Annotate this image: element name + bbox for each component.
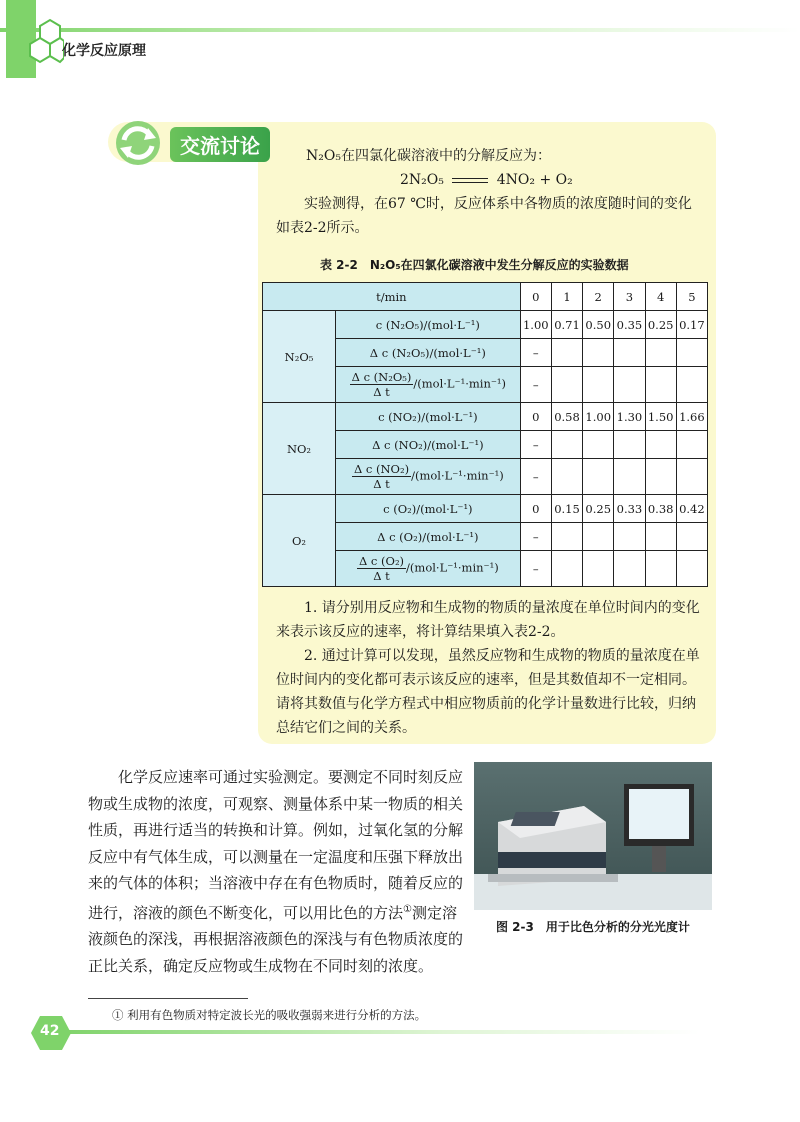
time-cell: 3 <box>614 283 645 311</box>
species-cell: O₂ <box>263 495 336 587</box>
rate-numerator: Δ c (N₂O₅) <box>351 370 412 384</box>
rate-fraction <box>352 462 411 491</box>
dash-cell: – <box>520 367 551 403</box>
table-row <box>263 311 708 339</box>
rate-fraction <box>350 370 414 399</box>
species-cell: N₂O₅ <box>263 311 336 403</box>
dash-cell: – <box>520 459 551 495</box>
dash-cell: – <box>520 339 551 367</box>
rate-denominator: Δ t <box>373 569 390 583</box>
rate-label <box>336 551 521 587</box>
spectrophotometer-photo <box>474 762 712 910</box>
rate-unit: /(mol·L⁻¹·min⁻¹) <box>406 560 499 575</box>
delta-label: Δ c (N₂O₅)/(mol·L⁻¹) <box>336 339 521 367</box>
delta-label: Δ c (NO₂)/(mol·L⁻¹) <box>336 431 521 459</box>
equation-left: 2N₂O₅ <box>400 172 444 188</box>
species-cell: NO₂ <box>263 403 336 495</box>
equation-equals-sign <box>452 178 488 183</box>
discussion-text: 实验测得，在67 ℃时，反应体系中各物质的浓度随时间的变化如表2-2所示。 <box>276 196 692 236</box>
time-cell: 5 <box>676 283 707 311</box>
table-caption: 表 2-2 N₂O₅在四氯化碳溶液中发生分解反应的实验数据 <box>320 258 629 272</box>
body-paragraph <box>88 764 468 979</box>
table-header-row <box>263 283 708 311</box>
dash-cell: – <box>520 431 551 459</box>
question-1: 1. 请分别用反应物和生成物的物质的量浓度在单位时间内的变化来表示该反应的速率，将计算结果填入表2-2。 <box>276 600 700 640</box>
book-title: 化学反应原理 <box>62 43 146 59</box>
header-band <box>0 28 800 32</box>
value-cell: 1.00 <box>583 403 614 431</box>
equation-right: 4NO₂ + O₂ <box>496 172 573 188</box>
conc-label: c (O₂)/(mol·L⁻¹) <box>336 495 521 523</box>
footnote-rule <box>88 998 248 999</box>
value-cell: 0.35 <box>614 311 645 339</box>
value-cell: 1.50 <box>645 403 676 431</box>
reaction-equation <box>400 168 573 192</box>
hexagon-logo-icon <box>6 0 64 78</box>
rate-label <box>336 459 521 495</box>
question-2: 2. 通过计算可以发现，虽然反应物和生成物的物质的量浓度在单位时间内的变化都可表示该反应的速率，但是其数值却不一定相同。请将其数值与化学方程式中相应物质前的化学计量数进行比较，归纳总结它们之间的关系。 <box>276 648 700 736</box>
data-table <box>262 282 708 587</box>
dash-cell: – <box>520 523 551 551</box>
value-cell: 0.25 <box>645 311 676 339</box>
rate-denominator: Δ t <box>373 385 390 399</box>
value-cell: 0.33 <box>614 495 645 523</box>
footer-band <box>60 1030 700 1034</box>
value-cell: 1.00 <box>520 311 551 339</box>
figure-caption: 图 2-3 用于比色分析的分光光度计 <box>496 920 690 934</box>
dash-cell: – <box>520 551 551 587</box>
value-cell: 1.66 <box>676 403 707 431</box>
time-cell: 4 <box>645 283 676 311</box>
discussion-title: 交流讨论 <box>170 127 270 162</box>
time-cell: 1 <box>551 283 582 311</box>
rate-denominator: Δ t <box>373 477 390 491</box>
rate-numerator: Δ c (O₂) <box>358 554 405 568</box>
conc-label: c (NO₂)/(mol·L⁻¹) <box>336 403 521 431</box>
rate-unit: /(mol·L⁻¹·min⁻¹) <box>413 376 507 391</box>
delta-label: Δ c (O₂)/(mol·L⁻¹) <box>336 523 521 551</box>
value-cell: 0.17 <box>676 311 707 339</box>
time-cell: 0 <box>520 283 551 311</box>
table-row <box>263 495 708 523</box>
page-number: 42 <box>40 1023 60 1039</box>
time-cell: 2 <box>583 283 614 311</box>
table-row <box>263 403 708 431</box>
rate-label <box>336 367 521 403</box>
footnote-marker: ① <box>403 903 412 915</box>
recycle-arrows-icon <box>112 118 164 168</box>
rate-unit: /(mol·L⁻¹·min⁻¹) <box>411 468 504 483</box>
value-cell: 0.58 <box>551 403 582 431</box>
rate-fraction <box>357 554 406 583</box>
value-cell: 0 <box>520 403 551 431</box>
value-cell: 0.25 <box>583 495 614 523</box>
rate-numerator: Δ c (NO₂) <box>353 462 410 476</box>
conc-label: c (N₂O₅)/(mol·L⁻¹) <box>336 311 521 339</box>
value-cell: 0 <box>520 495 551 523</box>
discussion-intro: N₂O₅在四氯化碳溶液中的分解反应为： <box>306 148 551 164</box>
footnote-text: ① 利用有色物质对特定波长光的吸收强弱来进行分析的方法。 <box>112 1008 427 1022</box>
body-text-a: 化学反应速率可通过实验测定。要测定不同时刻反应物或生成物的浓度，可观察、测量体系中某一物质的相关性质，再进行适当的转换和计算。例如，过氧化氢的分解反应中有气体生成，可以测量在一定温度和压强下释放出来的气体的体积；当溶液中存在有色物质时，随着反应的进行，溶液的颜色不断变化，可以用比色的方法 <box>88 768 464 922</box>
time-header: t/min <box>263 283 521 311</box>
body-text-b: 测定溶液颜色的深浅，再根据溶液颜色的深浅与有色物质浓度的正比关系，确定反应物或生成物在不同时刻的浓度。 <box>88 903 464 975</box>
value-cell: 0.50 <box>583 311 614 339</box>
value-cell: 1.30 <box>614 403 645 431</box>
value-cell: 0.71 <box>551 311 582 339</box>
value-cell: 0.38 <box>645 495 676 523</box>
value-cell: 0.15 <box>551 495 582 523</box>
value-cell: 0.42 <box>676 495 707 523</box>
